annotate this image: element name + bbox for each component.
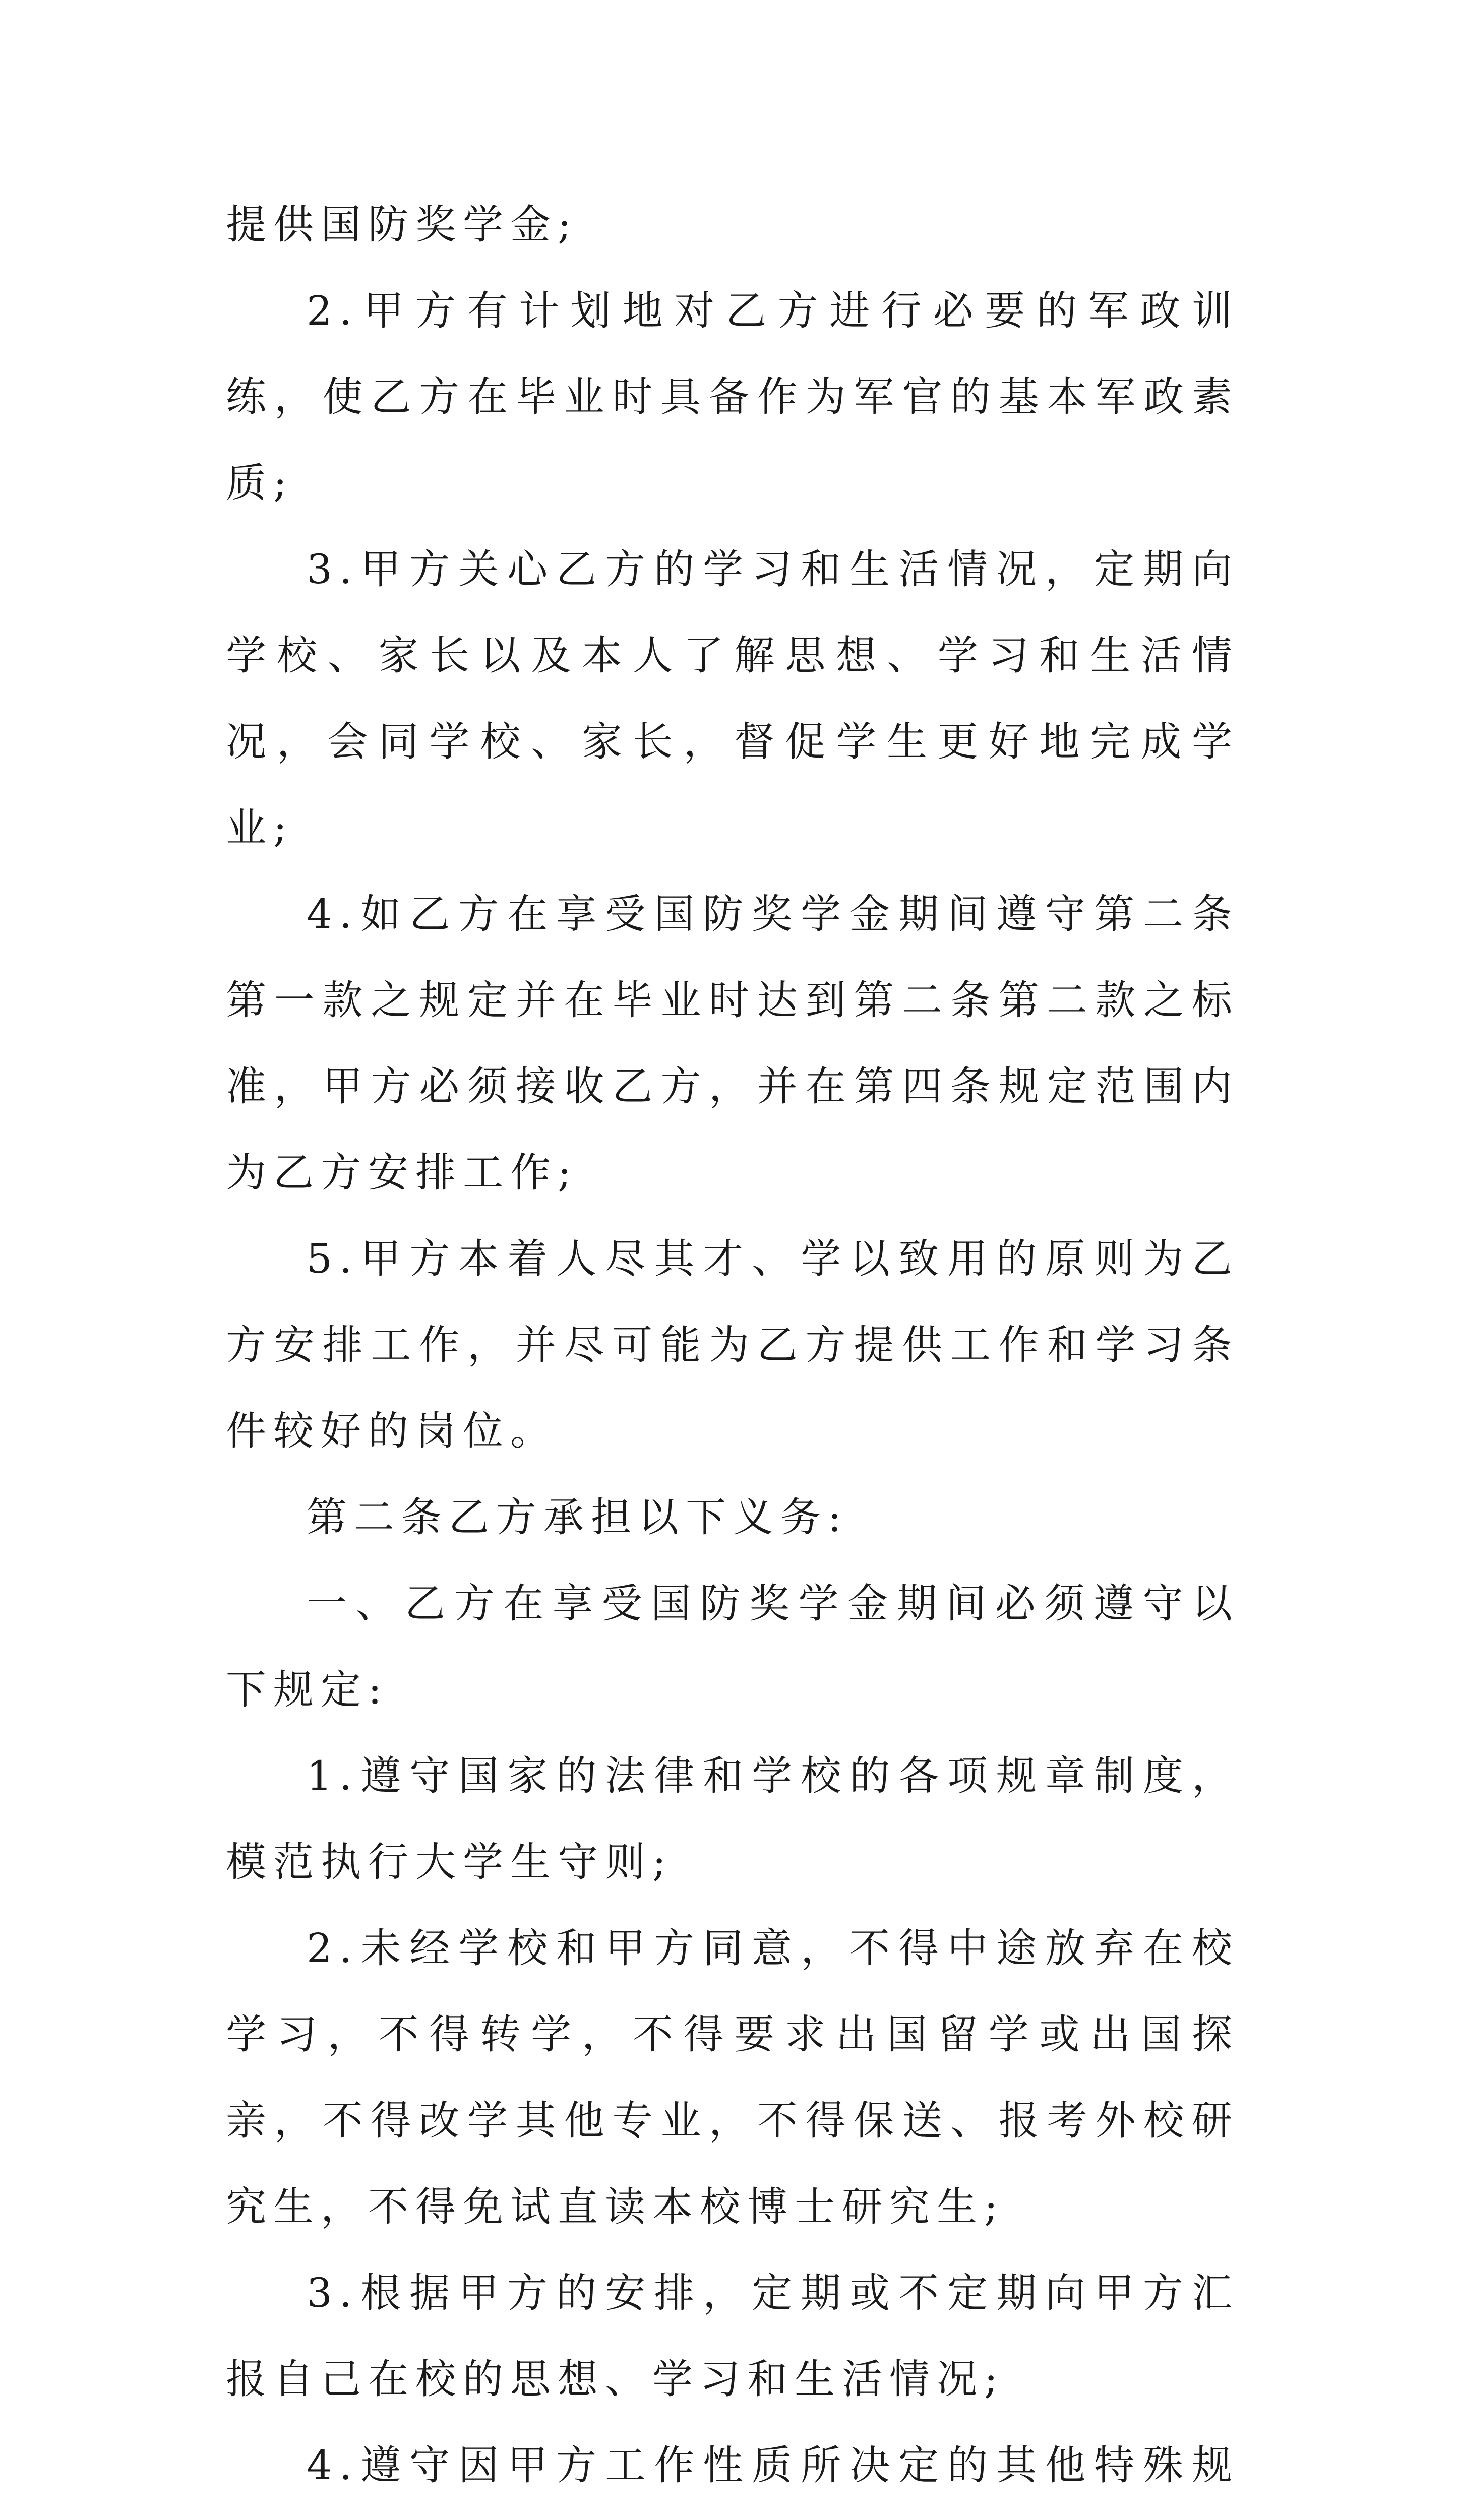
document-body	[226, 181, 1239, 2520]
paragraph: 2.甲方有计划地对乙方进行必要的军政训练，使乙方在毕业时具备作为军官的基本军政素质;	[226, 287, 1239, 507]
paragraph: 3.甲方关心乙方的学习和生活情况，定期向学校、家长以及本人了解思想、学习和生活情况，会同学校、家长，督促学生更好地完成学业;	[226, 546, 1239, 851]
paragraph: 4.如乙方在享受国防奖学金期间遵守第二条第一款之规定并在毕业时达到第二条第二款之标准，甲方必须接收乙方，并在第四条规定范围内为乙方安排工作;	[226, 891, 1239, 1196]
paragraph: 5.甲方本着人尽其才、学以致用的原则为乙方安排工作，并尽可能为乙方提供工作和学习条件较好的岗位。	[226, 1235, 1239, 1455]
paragraph: 2.未经学校和甲方同意，不得中途放弃在校学习，不得转学，不得要求出国留学或出国探亲，不得改学其他专业，不得保送、报考外校研究生，不得免试直读本校博士研究生;	[226, 1925, 1239, 2230]
subsection-heading: 一、乙方在享受国防奖学金期间必须遵守以下规定:	[226, 1580, 1239, 1713]
paragraph: 4.遵守因甲方工作性质所决定的其他特殊规	[307, 2442, 1239, 2489]
paragraph: 提供国防奖学金;	[226, 201, 578, 248]
paragraph: 1.遵守国家的法律和学校的各项规章制度，模范执行大学生守则;	[226, 1752, 1239, 1885]
paragraph: 3.根据甲方的安排，定期或不定期向甲方汇报自己在校的思想、学习和生活情况;	[226, 2270, 1239, 2403]
section-heading: 第二条乙方承担以下义务:	[307, 1494, 848, 1541]
